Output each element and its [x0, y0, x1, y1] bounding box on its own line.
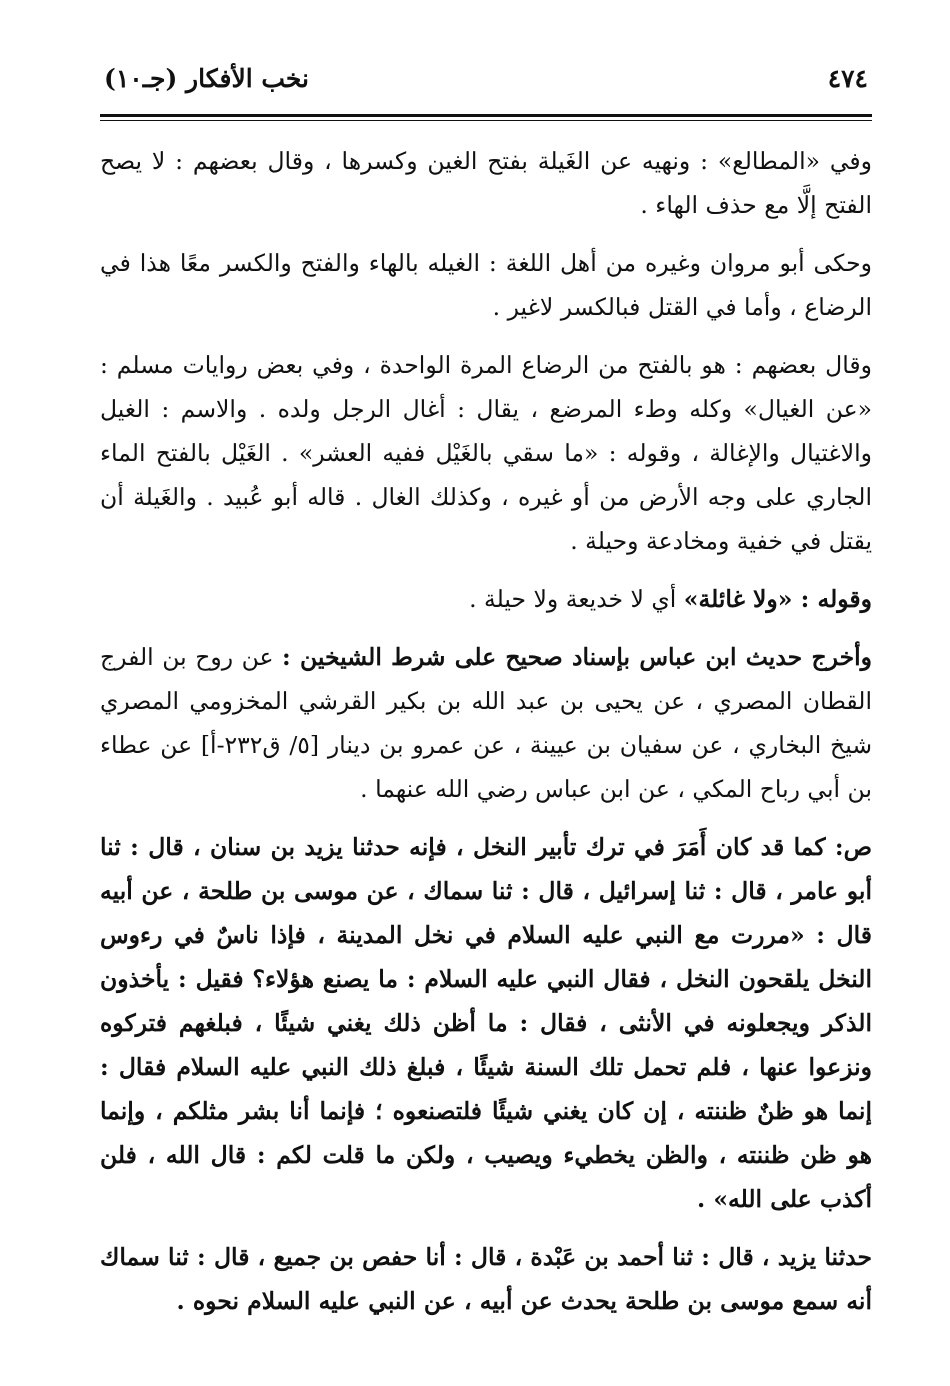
paragraph [100, 825, 872, 1221]
paragraph [100, 577, 872, 621]
page-header [100, 64, 872, 110]
paragraph-text: ص: كما قد كان أَمَرَ في ترك تأبير النخل ، فإنه حدثنا يزيد بن سنان ، قال : ثنا أبو عامر ، قال : ثنا إسرائيل ، قال : ثنا سماك ، عن موسى بن طلحة ، عن أبيه قال : «مررت مع النبي عليه السلام في نخل المدينة ، فإذا ناسٌ في رءوس النخل يلقحون النخل ، فقال النبي عليه السلام : ما يصنع هؤلاء؟ فقيل : يأخذون الذكر ويجعلونه في الأنثى ، فقال : ما أظن ذلك يغني شيئًا ، فبلغهم فتركوه ونزعوا عنها ، فلم تحمل تلك السنة شيئًا ، فبلغ ذلك النبي عليه السلام فقال : إنما هو ظنٌ ظننته ، إن كان يغني شيئًا فلتصنعوه ؛ فإنما أنا بشر مثلكم ، وإنما هو ظن ظننته ، والظن يخطيء ويصيب ، ولكن ما قلت لكم : قال الله ، فلن أكذب على الله» . [100, 833, 872, 1213]
paragraph-text: وحكى أبو مروان وغيره من أهل اللغة : الغيله بالهاء والفتح والكسر معًا هذا في الرضاع ، وأما في القتل فبالكسر لاغير . [100, 249, 872, 321]
paragraph [100, 1235, 872, 1323]
paragraph [100, 343, 872, 563]
paragraph [100, 139, 872, 227]
paragraph-lead: وقوله : «ولا غائلة» [683, 585, 872, 613]
paragraph-text: عن روح بن الفرج القطان المصري ، عن يحيى بن عبد الله بن بكير القرشي المخزومي المصري شيخ البخاري ، عن سفيان بن عيينة ، عن عمرو بن دينار [٥/ ق٢٣٢-أ] عن عطاء بن أبي رباح المكي ، عن ابن عباس رضي الله عنهما . [100, 643, 873, 803]
paragraph [100, 635, 872, 811]
paragraph-lead: وأخرج حديث ابن عباس بإسناد صحيح على شرط الشيخين : [282, 643, 872, 671]
paragraph-text: حدثنا يزيد ، قال : ثنا أحمد بن عَبْدة ، قال : أنا حفص بن جميع ، قال : ثنا سماك أنه سمع موسى بن طلحة يحدث عن أبيه ، عن النبي عليه السلام نحوه . [100, 1243, 872, 1315]
header-rule-thin [100, 120, 872, 121]
paragraph-text: وفي «المطالع» : ونهيه عن الغَيلة بفتح الغين وكسرها ، وقال بعضهم : لا يصح الفتح إلَّا مع حذف الهاء . [100, 147, 872, 219]
header-rule-thick [100, 114, 872, 117]
book-title: نخب الأفكار (جـ١٠) [104, 64, 310, 93]
paragraph-text: أي لا خديعة ولا حيلة . [469, 585, 684, 613]
page-body [100, 139, 872, 1323]
page-number: ٤٧٤ [827, 64, 868, 93]
paragraph-text: وقال بعضهم : هو بالفتح من الرضاع المرة الواحدة ، وفي بعض روايات مسلم : «عن الغيال» وكله وطء المرضع ، يقال : أغال الرجل ولده . والاسم : الغيل والاغتيال والإغالة ، وقوله : «ما سقي بالغَيْل ففيه العشر» . الغَيْل بالفتح الماء الجاري على وجه الأرض من أو غيره ، وكذلك الغال . قاله أبو عُبيد . والغَيلة أن يقتل في خفية ومخادعة وحيلة . [100, 351, 872, 555]
paragraph [100, 241, 872, 329]
